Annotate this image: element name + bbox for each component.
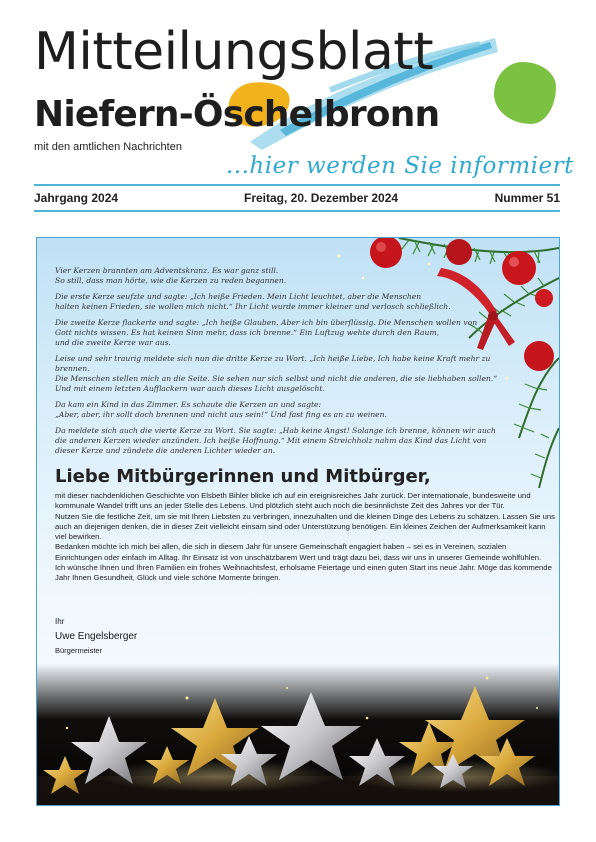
letter-paragraph: Nutzen Sie die festliche Zeit, um sie mit Ihren Liebsten zu verbringen, innezuhalten und die kleinen Dinge des Lebens zu schätzen. Lassen Sie uns auch an diejenigen denken, die in dieser Zeit vielleicht einsam sind oder Unterstützung benötigen. Ein kleines Zeichen der Aufmerksamkeit kann viel bewirken. [55,511,555,542]
letter-paragraph: Ich wünsche Ihnen und Ihren Familien ein frohes Weihnachtsfest, erholsame Feiertage und einen guten Start ins neue Jahr. Möge das kommende Jahr Ihnen Gesundheit, Glück und viele schöne Momente bringen. [55,563,552,583]
masthead-slogan: ...hier werden Sie informiert [226,153,574,179]
masthead [0,0,596,190]
christmas-letter-card [36,237,560,806]
poem-stanza: Vier Kerzen brannten am Adventskranz. Es war ganz still. So still, dass man hörte, wie die Kerzen zu reden begannen. [55,266,287,285]
issue-number: Nummer 51 [494,191,560,205]
letter-paragraph: Bedanken möchte ich mich bei allen, die sich in diesem Jahr für unsere Gemeinschaft engagiert haben – sei es in Vereinen, sozialen Einrichtungen oder einfach im Alltag. Ihr Einsatz ist von unschätzbarem Wert und trägt dazu bei, dass wir uns in unserer Gemeinde wohlfühlen. [55,542,542,562]
header-rule-bottom [34,210,560,212]
letter-body [55,491,555,584]
signature-role: Bürgermeister [55,646,103,655]
signature-name: Uwe Engelsberger [55,631,138,642]
poem-stanza: Leise und sehr traurig meldete sich nun die dritte Kerze zu Wort. „Ich heiße Liebe, Ich habe keine Kraft mehr zu brennen. Die Menschen stellen mich an die Seite. Sie sehen nur sich selbst und nicht die anderen, die sie liebhaben sollen.“ Und mit einem letzten Aufflackern war auch dieses Licht ausgelöscht. [55,354,498,393]
masthead-title: Mitteilungsblatt [34,22,434,82]
poem-stanza: Die zweite Kerze flackerte und sagte: „Ich heiße Glauben. Aber ich bin überflüssig. Die Menschen wollen von Gott nichts wissen. Es hat keinen Sinn mehr, dass ich brenne.“ Ein Luftzug wehte durch den Raum, und die zweite Kerze war aus. [55,318,478,347]
masthead-subtitle: mit den amtlichen Nachrichten [34,141,182,153]
letter-closing: Ihr [55,617,65,626]
issue-year: Jahrgang 2024 [34,191,119,205]
green-paint-blob [494,62,556,124]
golden-silver-stars-graphic [37,658,559,805]
advent-poem [55,266,500,462]
poem-stanza: Die erste Kerze seufzte und sagte: „Ich heiße Frieden. Mein Licht leuchtet, aber die Menschen halten keinen Frieden, sie wollen mich nicht.“ Ihr Licht wurde immer kleiner und verlosch schließlich. [55,292,451,311]
issue-date: Freitag, 20. Dezember 2024 [244,191,399,205]
letter-greeting: Liebe Mitbürgerinnen und Mitbürger, [55,466,431,487]
letter-paragraph: mit dieser nachdenklichen Geschichte von Elsbeth Bihler blicke ich auf ein ereignisreiches Jahr zurück. Der internationale, bundesweite und kommunale Wandel trifft uns an jeder Stelle des Lebens. Und plötzlich steht auch noch die besinnlichste Zeit des Jahres vor der Tür. [55,491,531,511]
poem-stanza: Da kam ein Kind in das Zimmer. Es schaute die Kerzen an und sagte: „Aber, aber, ihr sollt doch brennen und nicht aus sein!“ Und fast fing es an zu weinen. [55,400,387,419]
issue-info-bar [34,191,560,209]
header-rule-top [34,184,560,186]
masthead-town: Niefern-Öschelbronn [34,94,440,135]
poem-stanza: Da meldete sich auch die vierte Kerze zu Wort. Sie sagte: „Hab keine Angst! Solange ich brenne, können wir auch die anderen Kerzen wieder anzünden. Ich heiße Hoffnung.“ Mit einem Streichholz nahm das Kind das Licht von dieser Kerze und zündete die anderen Lichter wieder an. [55,426,496,455]
